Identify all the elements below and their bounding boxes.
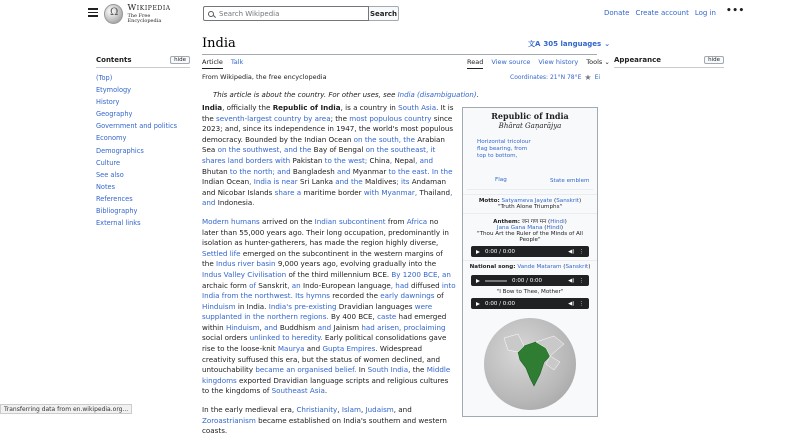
article-link[interactable]: Hinduism (225, 322, 260, 332)
article-link[interactable]: of (246, 280, 259, 290)
article-text: Arabian Sea (202, 134, 445, 155)
article-link[interactable]: , and (415, 155, 434, 165)
site-header (0, 0, 800, 28)
article-text: Maldives (364, 177, 397, 187)
search-icon (208, 11, 214, 17)
tab-talk[interactable]: Talk (230, 58, 244, 66)
article-link[interactable]: , India is near (249, 177, 300, 187)
article-text: , (337, 405, 342, 415)
article-text: of the third millennium BCE. (286, 269, 390, 279)
article-link[interactable]: on the south, the (351, 134, 418, 144)
article-text: India (202, 103, 223, 112)
logo-tagline: The Free Encyclopedia (127, 12, 162, 24)
paragraph-history (202, 217, 456, 397)
article-link[interactable]: , and (202, 187, 453, 208)
toc-item[interactable]: (Top) (96, 74, 113, 82)
article-text: archaic form (202, 280, 247, 290)
article-text: maritime border (303, 187, 362, 197)
article-link[interactable]: had arisen, proclaiming (359, 322, 446, 332)
tab-view-history[interactable]: View history (538, 58, 579, 66)
infobox-national-song: National song: Vande Mataram (Sanskrit) 0:00 / 0:00 ◀) ⋮ "I Bow to Thee, Mother" 0:00 / 0:00 ◀) ⋮ (463, 260, 597, 312)
motto-link[interactable]: Satyameva Jayate (501, 198, 553, 204)
paragraph-intro (202, 103, 456, 209)
infobox-anthem: Anthem: जन गण मन (Hindi) Jana Gana Mana (Hindi) "Thou Art the Ruler of the Minds of All People" 0:00 / 0:00 ◀) ⋮ (463, 213, 597, 260)
article-body (202, 103, 456, 445)
play-icon[interactable] (476, 302, 480, 306)
article-link[interactable]: on the southeast, it shares land borders with (202, 145, 436, 165)
article-text: exported Dravidian language scripts and religious cultures to the kingdoms of (202, 375, 449, 396)
article-text: since 2023; (202, 113, 453, 134)
coordinates (510, 73, 600, 82)
title-divider (202, 54, 597, 55)
article-text: but the status of women declined, (299, 354, 425, 364)
appearance-panel (614, 56, 724, 68)
article-text: ; the (330, 113, 350, 123)
paragraph-medieval (202, 405, 456, 437)
article-link[interactable]: By 1200 BCE, an (389, 269, 451, 279)
article-text: Their long occupation, predominantly in isolation as hunter-gatherers, has made the region highly diverse, (202, 227, 449, 248)
article-text: Dravidian languages (338, 301, 413, 311)
flag-link[interactable]: Flag (495, 177, 507, 183)
logo-wordmark: Wikipedia (127, 3, 171, 14)
article-link[interactable]: share a (272, 187, 304, 197)
toc-item[interactable]: Economy (96, 134, 127, 143)
main-menu-icon[interactable] (88, 8, 98, 17)
article-link[interactable]: and (315, 322, 334, 332)
article-link[interactable]: and (334, 166, 353, 176)
article-text: Jainism (333, 322, 360, 332)
toc-item[interactable]: Bibliography (96, 207, 138, 216)
anthem-audio-player[interactable]: 0:00 / 0:00 ◀) ⋮ (471, 246, 589, 257)
article-link[interactable]: Maurya (277, 344, 305, 354)
infobox (462, 107, 598, 417)
article-text: Thailand (419, 187, 451, 197)
article-text: Indian Ocean (202, 177, 250, 187)
article-link[interactable]: into India from the northwest. (202, 280, 456, 301)
toc-item[interactable]: Etymology (96, 86, 132, 95)
translate-icon: 文A (528, 40, 541, 48)
article-text: , the (408, 365, 427, 375)
tools-menu[interactable]: Tools ⌄ (586, 58, 610, 66)
article-text: Sanskrit (258, 280, 288, 290)
article-text: Nepal (394, 155, 416, 165)
map-svg (484, 318, 576, 410)
article-link[interactable]: Settled life (202, 248, 241, 258)
article-link[interactable]: South India (367, 365, 409, 375)
article-link[interactable]: Indus Valley Civilisation (202, 269, 287, 279)
article-text: had emerged within (202, 312, 447, 332)
infobox-native-name: Bhārat Gaṇarājya (498, 122, 562, 130)
article-text: . It is the (202, 103, 454, 123)
language-button[interactable] (528, 39, 610, 49)
article-text: became established on India's southern and western coasts. (202, 415, 447, 436)
article-text: Buddhism (279, 322, 316, 332)
site-tagline: From Wikipedia, the free encyclopedia (202, 73, 327, 81)
play-icon[interactable] (476, 279, 480, 283)
toc-hide-button[interactable]: hide (170, 56, 190, 64)
article-text: Myanmar (352, 166, 387, 176)
ellipsis-icon[interactable]: ••• (725, 6, 745, 16)
article-link[interactable]: South Asia (398, 103, 437, 112)
song-audio-player[interactable]: 0:00 / 0:00 ◀) ⋮ (471, 275, 589, 286)
article-link[interactable]: Its hymns (295, 291, 330, 301)
article-link[interactable]: Indus river basin (216, 259, 276, 269)
article-text: Indian Ocean (304, 134, 352, 144)
article-text: and (304, 344, 323, 354)
article-text: emerged on the subcontinent in the western margins of the (202, 248, 443, 269)
search-placeholder: Search Wikipedia (219, 9, 280, 18)
search-button[interactable]: Search (369, 6, 399, 21)
article-text: In (356, 365, 368, 375)
view-tabs (467, 58, 610, 69)
tab-article[interactable]: Article (202, 58, 223, 69)
article-link[interactable]: Southeast Asia (271, 386, 325, 396)
create-account-link[interactable]: Create account (635, 9, 689, 17)
audio-progress-track[interactable] (485, 280, 507, 282)
article-link[interactable]: . (252, 198, 255, 208)
infobox-title: Republic of India (491, 111, 569, 121)
article-link[interactable]: and the (332, 177, 365, 187)
login-link[interactable]: Log in (694, 9, 716, 17)
article-link[interactable]: to the east. In the (386, 166, 453, 176)
article-text: Pakistan (292, 155, 323, 165)
appearance-hide-button[interactable]: hide (704, 56, 724, 64)
volume-icon[interactable]: ◀) (568, 277, 575, 284)
article-text: 9,000 years ago, evolving gradually into the (275, 259, 437, 269)
page-title: India (202, 36, 236, 51)
article-link[interactable]: and (261, 322, 280, 332)
article-text: and (424, 354, 441, 364)
user-links (604, 6, 745, 17)
article-text: Widespread creativity suffused this era, (202, 344, 423, 364)
article-text: , is a country in (340, 103, 399, 112)
article-text: Early political consolidations gave rise to the loose-knit (202, 333, 447, 354)
article-text: no later than 55,000 years ago. (202, 216, 439, 237)
donate-link[interactable]: Donate (604, 9, 630, 17)
toc-item[interactable]: Culture (96, 158, 121, 167)
article-link[interactable]: unlinked to heredity. (247, 333, 323, 343)
flag-image-alt[interactable]: Horizontal tricolour flag bearing, from top to bottom, (477, 139, 531, 160)
more-options-icon[interactable]: ⋮ (578, 277, 584, 284)
toc-item[interactable]: See also (96, 170, 124, 179)
tab-view-source[interactable]: View source (491, 58, 531, 66)
coordinates-link[interactable]: Coordinates: 21°N 78°E (510, 74, 582, 81)
article-text: untouchability (202, 365, 254, 375)
article-text: Bhutan (202, 166, 228, 176)
article-link[interactable]: , had (390, 280, 412, 290)
article-link[interactable]: Judaism (365, 405, 394, 415)
article-link[interactable]: to the west; (322, 155, 368, 165)
article-text: . (324, 386, 328, 396)
table-of-contents (96, 56, 190, 229)
disambiguation-link[interactable]: India (disambiguation) (397, 91, 477, 99)
chevron-down-icon: ⌄ (604, 40, 611, 48)
article-link[interactable]: caste (377, 312, 397, 322)
browser-status-bar: Transferring data from en.wikipedia.org... (0, 404, 132, 414)
toc-title: Contents (96, 56, 132, 64)
watch-star-icon[interactable]: ★ (584, 73, 592, 82)
infobox-motto: Motto: Satyameva Jayate (Sanskrit) "Truth Alone Triumphs" (463, 194, 597, 213)
article-text: recorded the (330, 291, 381, 301)
article-link[interactable]: most populous country (349, 113, 432, 123)
state-emblem-link[interactable]: State emblem (550, 178, 590, 184)
article-link[interactable]: Zoroastrianism (202, 415, 256, 425)
article-link[interactable]: became an organised belief. (253, 365, 357, 375)
article-text: China (369, 155, 390, 165)
search-input[interactable] (203, 6, 369, 21)
tab-read[interactable]: Read (467, 58, 483, 69)
edit-icon[interactable]: Ei (594, 74, 601, 81)
toc-item[interactable]: Geography (96, 110, 133, 119)
article-text: Andaman and Nicobar Islands (202, 177, 446, 197)
wikipedia-logo[interactable] (104, 4, 184, 24)
article-text: social orders (202, 333, 248, 343)
song-audio-player-2[interactable]: 0:00 / 0:00 ◀) ⋮ (471, 298, 589, 309)
article-text: of (434, 291, 444, 301)
more-options-icon[interactable]: ⋮ (578, 300, 584, 307)
article-link[interactable]: Modern humans (202, 216, 260, 226)
article-text: Sri Lanka (299, 177, 333, 187)
article-text: , (361, 405, 366, 415)
anthem-link[interactable]: Jana Gana Mana (496, 225, 543, 231)
article-text: and, since its independence in 1947, the world's most populous democracy. (202, 124, 454, 144)
article-link[interactable]: Africa (406, 216, 428, 226)
article-link[interactable]: Christianity (296, 405, 338, 415)
more-options-icon[interactable]: ⋮ (578, 248, 584, 255)
article-link[interactable]: to the north; and (227, 166, 293, 176)
article-link[interactable]: , an (287, 280, 303, 290)
article-text: Indo-European language (302, 280, 391, 290)
volume-icon[interactable]: ◀) (568, 300, 575, 307)
toc-item[interactable]: References (96, 194, 133, 203)
article-link[interactable]: were supplanted in the northern regions. (202, 301, 433, 322)
article-text: In the early medieval era, (202, 405, 297, 415)
article-text: Bounded by the (242, 134, 305, 144)
article-link[interactable]: Hinduism (202, 301, 236, 311)
toc-item[interactable]: History (96, 98, 120, 107)
article-link[interactable]: Indian subcontinent (314, 216, 386, 226)
article-link[interactable]: ; its (396, 177, 412, 187)
article-link[interactable]: seventh-largest country by area (216, 113, 331, 123)
article-text: . (375, 344, 378, 354)
toc-item[interactable]: Demographics (96, 146, 144, 155)
hatnote: This article is about the country. For other uses, see India (disambiguation). (213, 91, 479, 99)
article-text: arrived on the (259, 216, 315, 226)
national-song-link[interactable]: Vande Mataram (517, 264, 562, 270)
article-text: Indonesia (217, 198, 253, 208)
article-link[interactable]: India's pre-existing (266, 301, 339, 311)
india-globe-map[interactable] (484, 318, 576, 410)
wikipedia-globe-icon (104, 4, 123, 24)
article-text: Republic of India (272, 103, 341, 112)
article-text: diffused (411, 280, 440, 290)
article-text: , and (393, 405, 412, 415)
search-form (203, 6, 399, 21)
language-count: 305 languages (543, 40, 602, 48)
article-text: By 400 BCE, (328, 312, 378, 322)
volume-icon[interactable]: ◀) (568, 248, 575, 255)
article-link[interactable]: early dawnings (380, 291, 435, 301)
toc-item[interactable]: Notes (96, 182, 116, 191)
article-link[interactable]: Islam (341, 405, 361, 415)
article-text: in India. (235, 301, 267, 311)
article-text: Bangladesh (292, 166, 335, 176)
article-text: from (385, 216, 407, 226)
article-link[interactable]: Middle kingdoms (202, 365, 451, 385)
article-link[interactable]: Gupta Empires (322, 344, 376, 354)
article-link[interactable]: , (389, 155, 395, 165)
article-text: Bay of Bengal (313, 145, 364, 155)
appearance-title: Appearance (614, 56, 661, 64)
toc-item[interactable]: External links (96, 219, 141, 228)
article-link[interactable]: with Myanmar, (361, 187, 420, 197)
article-link[interactable]: on the southwest, and the (215, 145, 314, 155)
play-icon[interactable] (476, 250, 480, 254)
article-text: , (259, 322, 262, 332)
article-text: , officially the (222, 103, 273, 112)
namespace-tabs (202, 58, 243, 69)
toc-item[interactable]: Government and politics (96, 122, 178, 131)
